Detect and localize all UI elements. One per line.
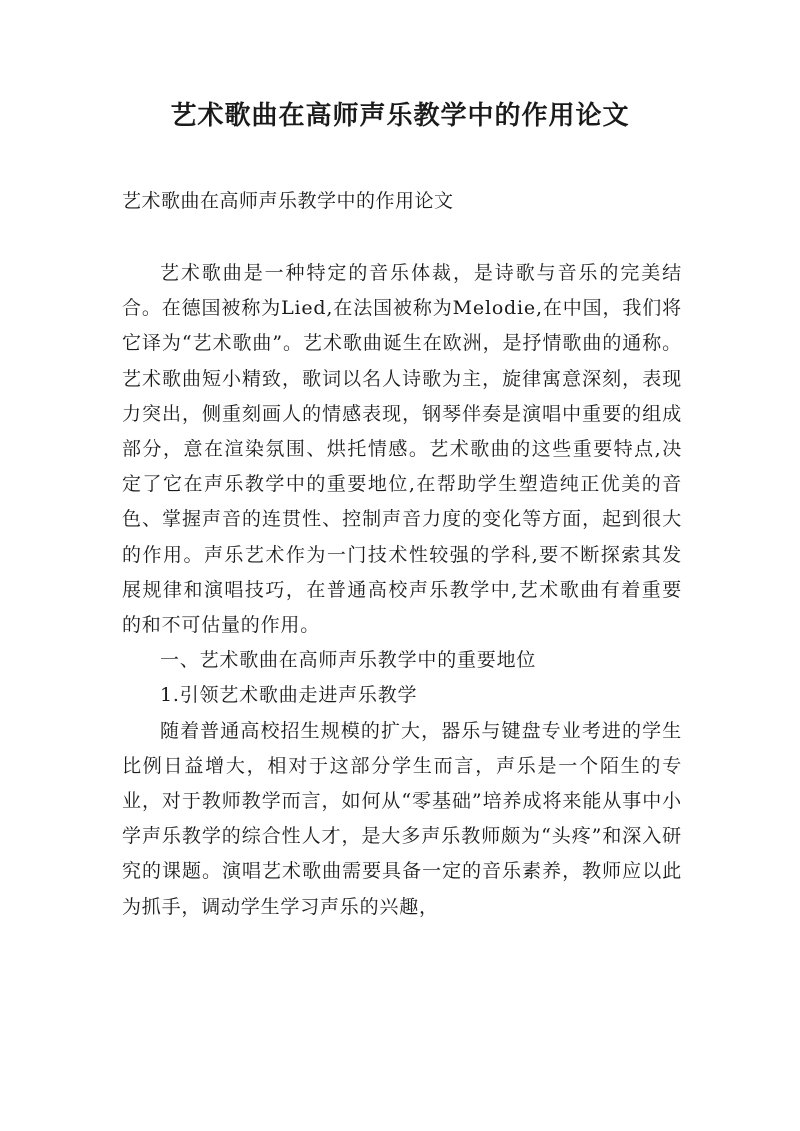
document-title: 艺术歌曲在高师声乐教学中的作用论文: [170, 101, 630, 131]
document-body: [122, 256, 682, 925]
body-paragraph: 艺术歌曲是一种特定的音乐体裁，是诗歌与音乐的完美结合。在德国被称为Lied,在法国被称为Melodie,在中国，我们将它译为“艺术歌曲”。艺术歌曲诞生在欧洲，是抒情歌曲的通称。艺术歌曲短小精致，歌词以名人诗歌为主，旋律寓意深刻，表现力突出，侧重刻画人的情感表现，钢琴伴奏是演唱中重要的组成部分，意在渲染氛围、烘托情感。艺术歌曲的这些重要特点,决定了它在声乐教学中的重要地位,在帮助学生塑造纯正优美的音色、掌握声音的连贯性、控制声音力度的变化等方面，起到很大的作用。声乐艺术作为一门技术性较强的学科,要不断探索其发展规律和演唱技巧，在普通高校声乐教学中,艺术歌曲有着重要的和不可估量的作用。: [122, 262, 682, 637]
subsection-heading: 1.引领艺术歌曲走进声乐教学: [160, 684, 418, 707]
document-subtitle: 艺术歌曲在高师声乐教学中的作用论文: [122, 190, 454, 212]
section-heading: 一、艺术歌曲在高师声乐教学中的重要地位: [160, 649, 537, 672]
body-paragraph: 随着普通高校招生规模的扩大，器乐与键盘专业考进的学生比例日益增大，相对于这部分学生而言，声乐是一个陌生的专业，对于教师教学而言，如何从“零基础”培养成将来能从事中小学声乐教学的综合性人才，是大多声乐教师颇为“头疼”和深入研究的课题。演唱艺术歌曲需要具备一定的音乐素养，教师应以此为抓手，调动学生学习声乐的兴趣，: [122, 719, 682, 918]
